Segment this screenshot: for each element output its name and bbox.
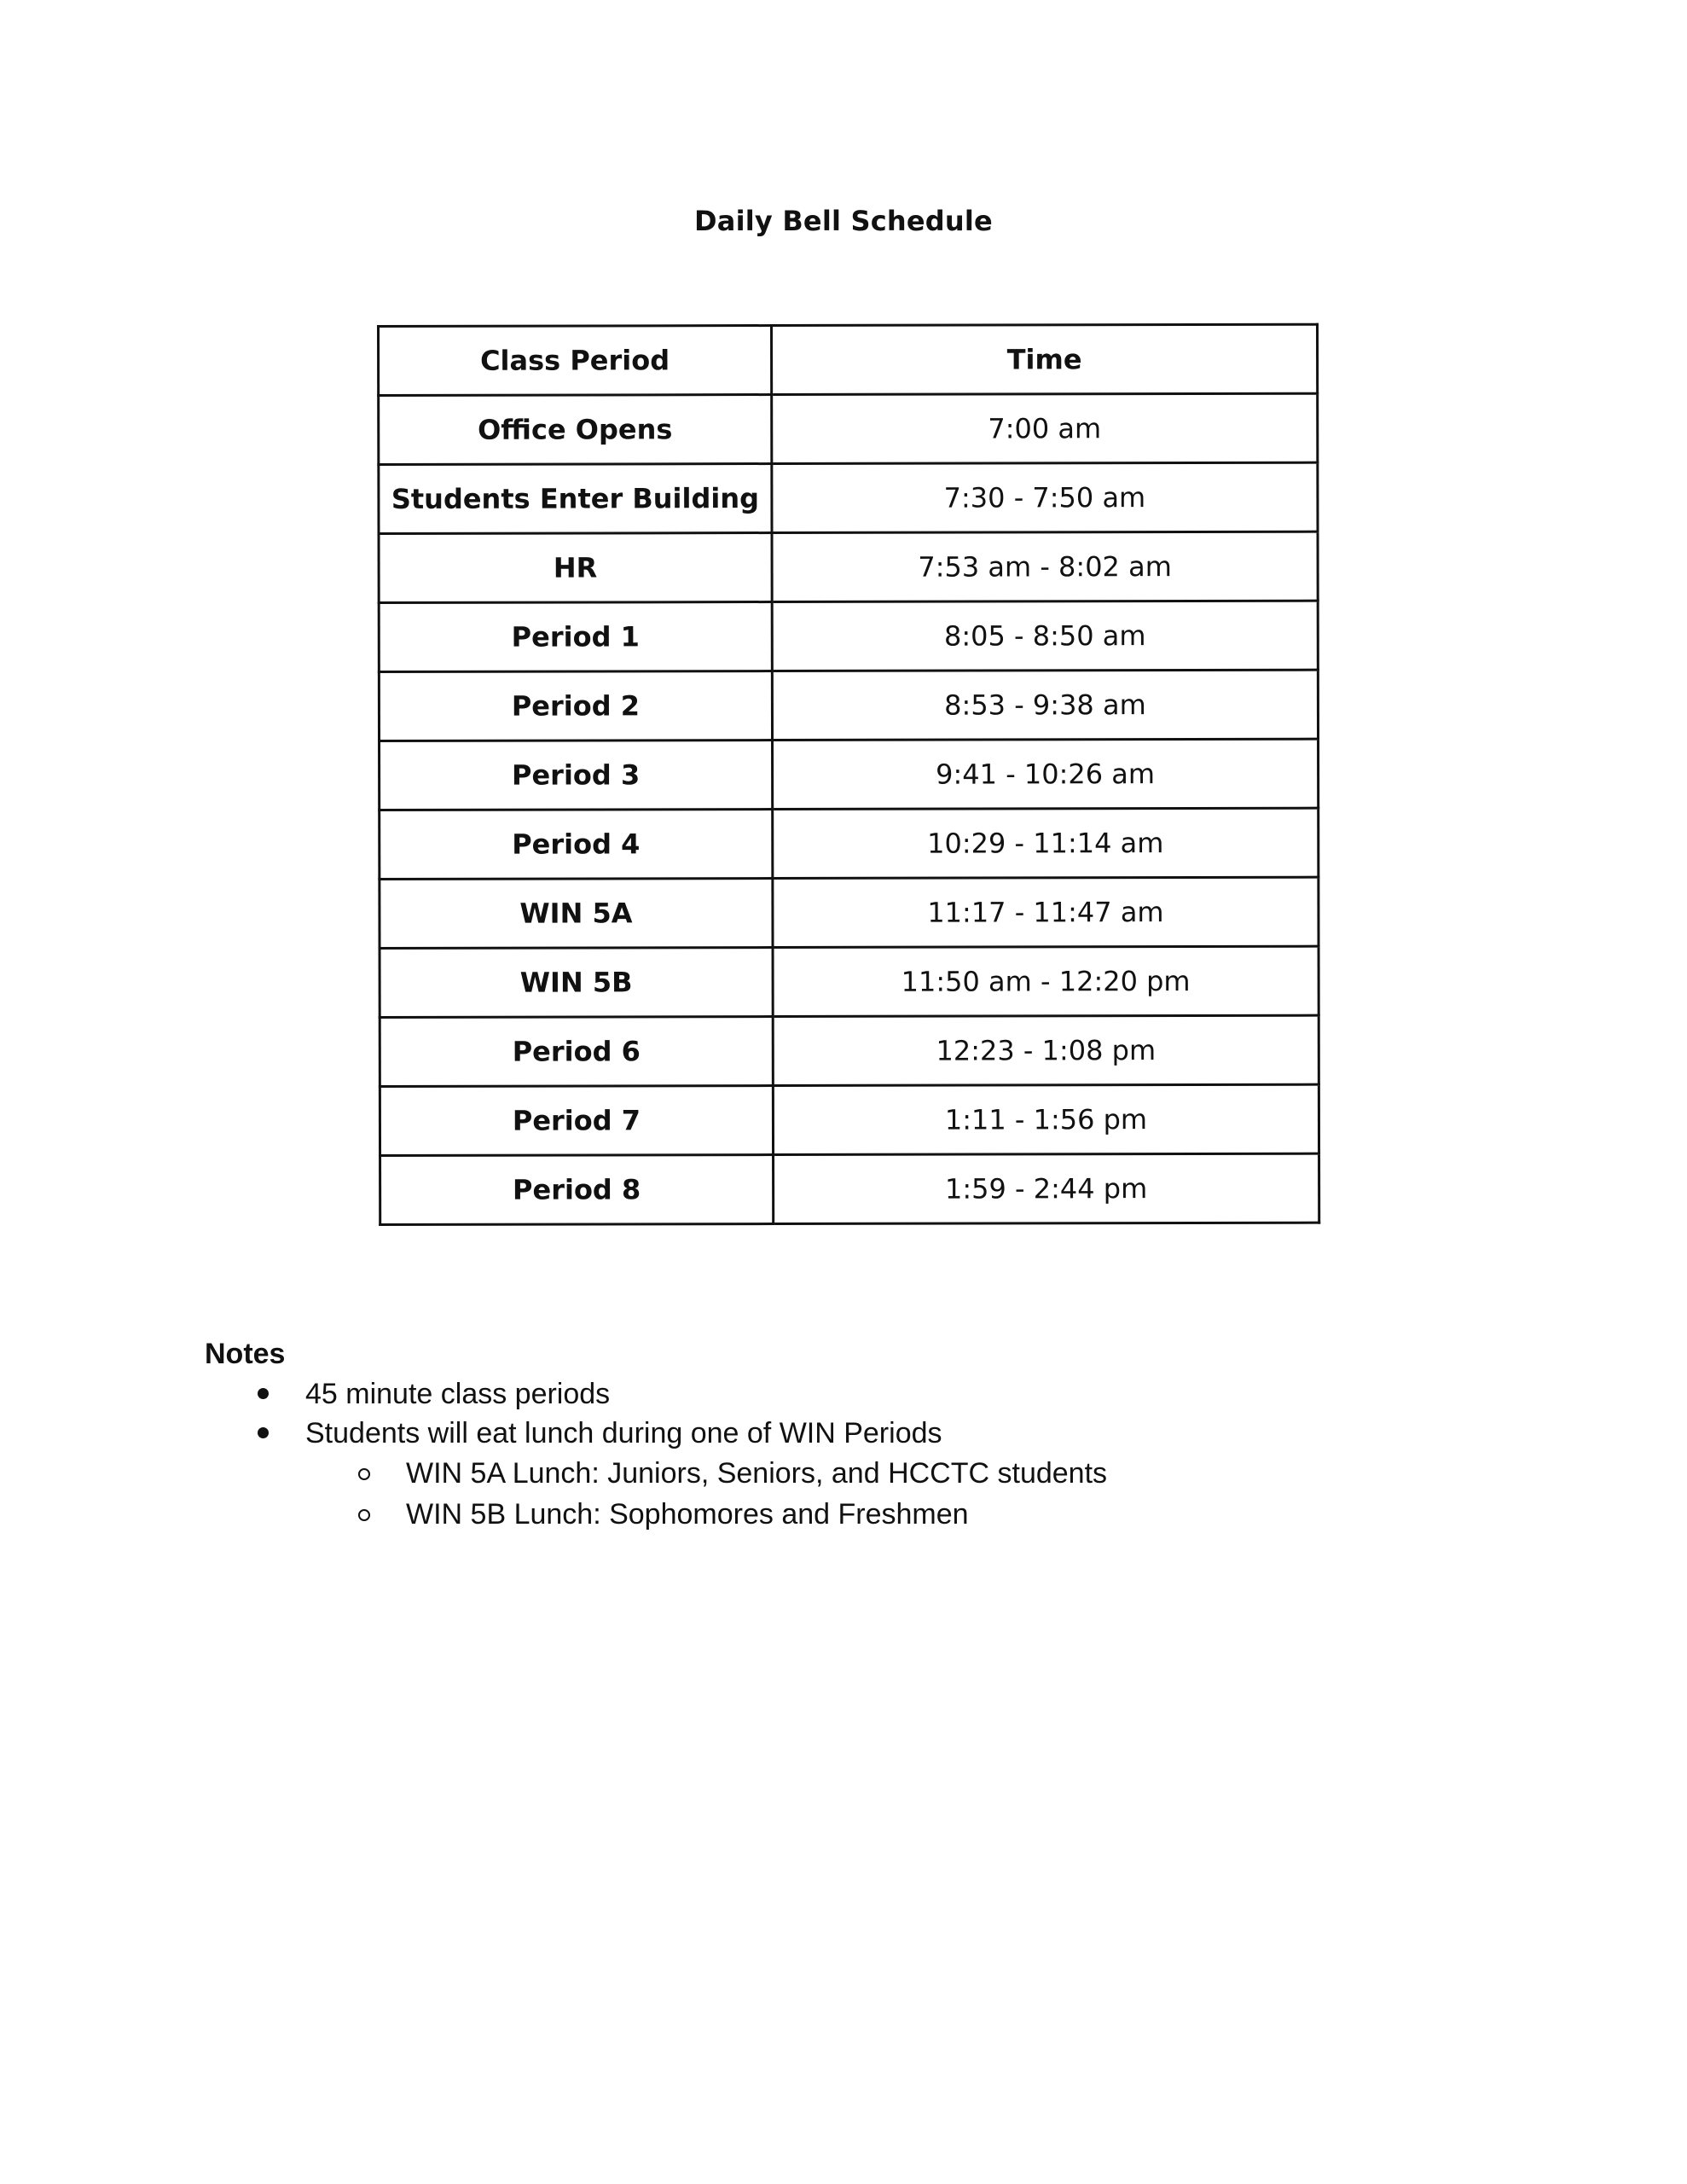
list-item [205,1374,1107,1414]
table-row [380,1015,1319,1086]
header-class-period: Class Period [379,326,772,396]
time-cell: 8:05 - 8:50 am [772,601,1318,671]
table-row [379,531,1318,602]
time-cell: 8:53 - 9:38 am [772,670,1318,740]
notes-section [205,1338,1107,1535]
time-cell: 10:29 - 11:14 am [773,808,1319,878]
time-cell: 1:59 - 2:44 pm [774,1153,1319,1223]
time-cell: 11:50 am - 12:20 pm [773,946,1319,1016]
period-cell: Period 8 [380,1155,774,1225]
notes-sublist [205,1453,1107,1535]
list-item [205,1494,1107,1535]
table-row [380,739,1319,810]
bell-schedule-table [377,323,1320,1226]
table-row [380,1084,1319,1155]
period-cell: Period 2 [379,671,772,741]
notes-list [205,1374,1107,1453]
table-header-row [379,324,1318,395]
page-title: Daily Bell Schedule [694,205,993,237]
table-row [380,946,1319,1017]
circle-bullet-icon [358,1468,370,1480]
period-cell: Period 1 [379,602,772,672]
period-cell: WIN 5B [380,948,773,1018]
notes-heading: Notes [205,1338,286,1370]
period-cell: HR [379,533,772,603]
note-text: 45 minute class periods [305,1378,611,1410]
bullet-icon [258,1427,269,1438]
period-cell: Students Enter Building [379,464,772,534]
period-cell: Period 6 [380,1017,773,1087]
period-cell: Period 4 [380,810,773,880]
note-subtext: WIN 5A Lunch: Juniors, Seniors, and HCCTC students [406,1457,1108,1490]
list-item [205,1414,1107,1453]
period-cell: Office Opens [379,395,772,465]
time-cell: 1:11 - 1:56 pm [773,1084,1319,1154]
period-cell: Period 3 [380,741,773,810]
time-cell: 11:17 - 11:47 am [773,877,1319,947]
time-cell: 7:30 - 7:50 am [772,462,1318,532]
table-row [380,877,1319,948]
time-cell: 7:53 am - 8:02 am [772,531,1318,601]
note-text: Students will eat lunch during one of WIN Periods [305,1417,942,1449]
period-cell: Period 7 [380,1086,773,1156]
list-item [205,1453,1107,1494]
table-row [380,808,1319,879]
table-row [379,393,1318,464]
header-time: Time [772,324,1318,394]
time-cell: 7:00 am [772,393,1318,463]
table-row [379,670,1318,741]
circle-bullet-icon [358,1509,370,1521]
table-row [379,462,1318,533]
note-subtext: WIN 5B Lunch: Sophomores and Freshmen [406,1498,969,1531]
time-cell: 12:23 - 1:08 pm [773,1015,1319,1085]
bullet-icon [258,1388,269,1399]
period-cell: WIN 5A [380,879,773,949]
table-row [380,1153,1319,1224]
time-cell: 9:41 - 10:26 am [773,739,1319,809]
table-row [379,601,1318,671]
